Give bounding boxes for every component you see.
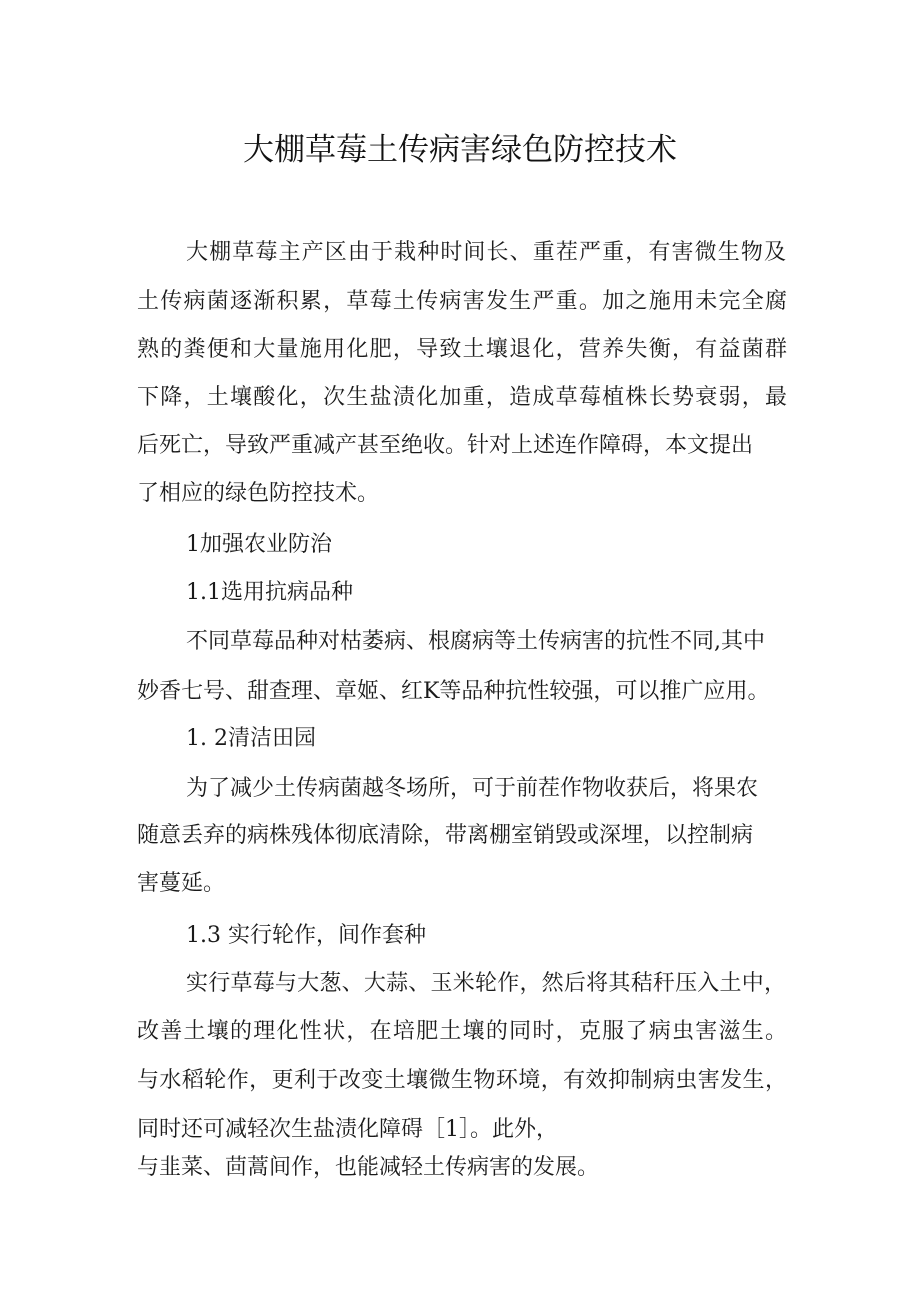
paragraph-line: 下降，土壤酸化，次生盐渍化加重，造成草莓植株长势衰弱，最 [137, 385, 787, 410]
paragraph-line: 后死亡，导致严重减产甚至绝收。针对上述连作障碍，本文提出 [137, 433, 754, 458]
paragraph-line: 熟的粪便和大量施用化肥，导致土壤退化，营养失衡，有益菌群 [137, 337, 787, 362]
paragraph-line: 与韭菜、茴蒿间作，也能减轻土传病害的发展。 [137, 1155, 600, 1180]
subsection-heading: 1.1选用抗病品种 [186, 580, 353, 605]
paragraph-line: 与水稻轮作，更利于改变土壤微生物环境，有效抑制病虫害发生， [137, 1068, 787, 1093]
paragraph-line: 妙香七号、甜查理、章姬、红K等品种抗性较强，可以推广应用。 [137, 679, 770, 704]
paragraph-line: 大棚草莓主产区由于栽种时间长、重茬严重，有害微生物及 [186, 240, 786, 265]
paragraph-line: 实行草莓与大葱、大蒜、玉米轮作，然后将其秸秆压入土中， [186, 971, 786, 996]
paragraph-line: 改善土壤的理化性状，在培肥土壤的同时，克服了病虫害滋生。 [137, 1019, 787, 1044]
paragraph-line: 土传病菌逐渐积累，草莓土传病害发生严重。加之施用未完全腐 [137, 289, 787, 314]
paragraph-line: 同时还可减轻次生盐渍化障碍［1］。此外， [137, 1117, 558, 1142]
subsection-heading: 1.3 实行轮作，间作套种 [186, 923, 426, 948]
paragraph-line: 为了减少土传病菌越冬场所，可于前茬作物收获后，将果农 [186, 776, 759, 801]
paragraph-line: 了相应的绿色防控技术。 [137, 481, 380, 506]
paragraph-line: 不同草莓品种对枯萎病、根腐病等土传病害的抗性不同,其中 [186, 629, 765, 654]
document-title: 大棚草莓土传病害绿色防控技术 [243, 132, 677, 168]
section-heading: 1加强农业防治 [186, 532, 332, 557]
subsection-heading: 1. 2清洁田园 [186, 726, 316, 751]
paragraph-line: 随意丢弃的病株残体彻底清除，带离棚室销毁或深埋，以控制病 [137, 823, 754, 848]
paragraph-line: 害蔓延。 [137, 871, 226, 896]
